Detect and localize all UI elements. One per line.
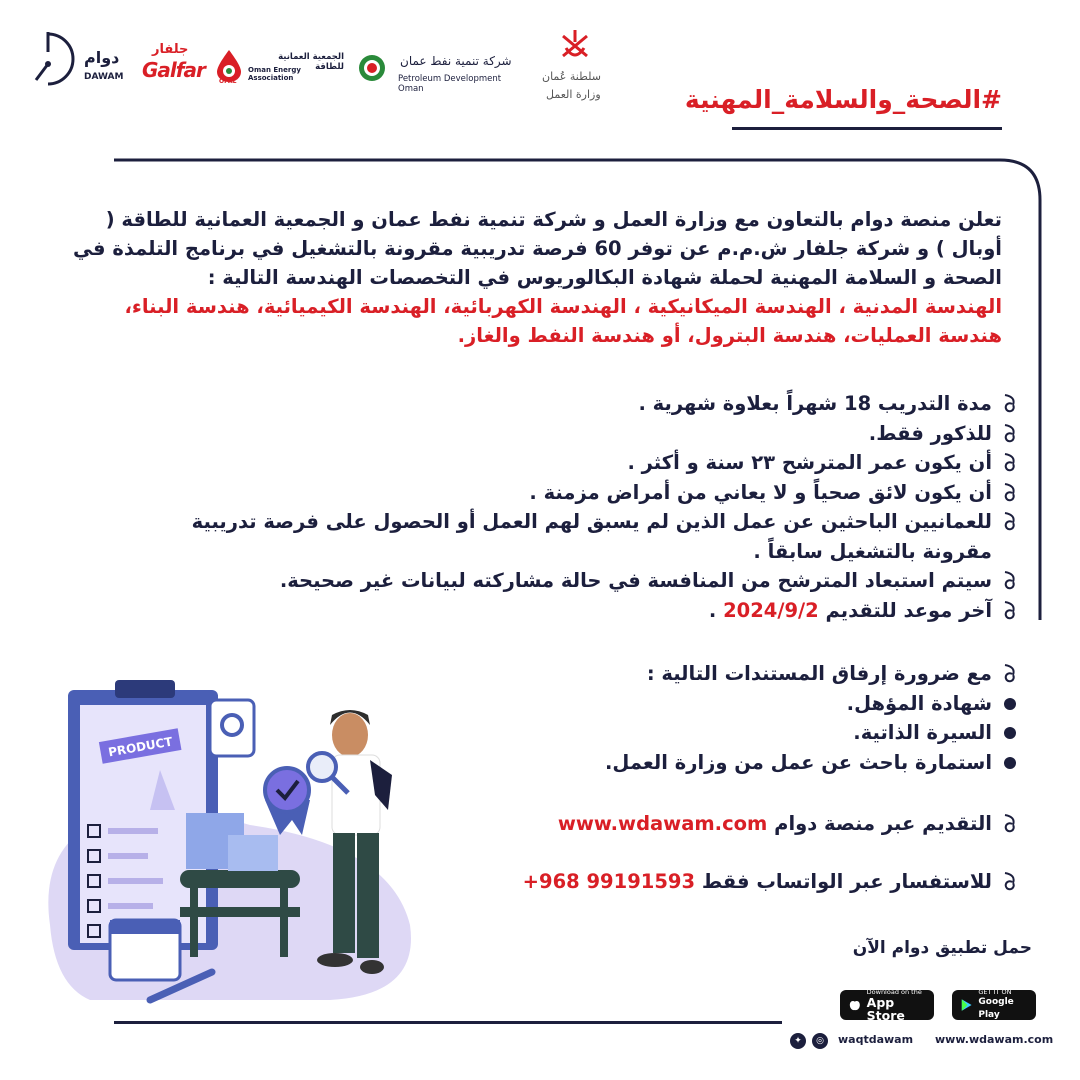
requirement-item: مدة التدريب 18 شهراً بعلاوة شهرية . [100, 389, 1020, 419]
opal-drop-icon [214, 48, 244, 82]
quality-badge-graphic [265, 768, 310, 835]
intro-paragraph [62, 205, 1002, 350]
galfar-logo [142, 42, 212, 92]
google-play-small: GET IT ON [978, 987, 1012, 996]
apply-link[interactable]: www.wdawam.com [557, 812, 768, 835]
bullet-dot [1004, 698, 1016, 710]
dawam-logo-en: DAWAM [84, 72, 124, 82]
google-play-button[interactable] [952, 987, 1036, 1020]
bullet-dot [1004, 727, 1016, 739]
pdo-logo-en: Petroleum Development Oman [398, 74, 502, 94]
download-app-label: حمل تطبيق دوام الآن [852, 938, 1032, 958]
note-icon [1002, 600, 1020, 620]
mol-logo-line1: سلطنة عُمان [542, 70, 601, 83]
mol-logo-line2: وزارة العمل [546, 88, 601, 101]
calendar-graphic [110, 920, 180, 980]
google-play-big: Google Play [978, 996, 1014, 1020]
oman-emblem-icon [558, 28, 592, 64]
apply-label: التقديم عبر منصة دوام [774, 812, 992, 835]
requirement-item: للذكور فقط. [100, 419, 1020, 449]
illustration [30, 675, 430, 1015]
footer-divider [114, 1021, 782, 1024]
pdo-emblem-icon [358, 54, 386, 82]
requirements-list [100, 389, 1020, 625]
requirement-item: أن يكون لائق صحياً و لا يعاني من أمراض مزمنة . [100, 478, 1020, 508]
google-play-icon [961, 997, 972, 1013]
pdo-logo [358, 50, 528, 100]
document-item: السيرة الذاتية. [100, 718, 1020, 748]
note-icon [1002, 423, 1020, 443]
twitter-icon[interactable]: ✦ [790, 1033, 806, 1049]
requirement-item: سيتم استبعاد المترشح من المنافسة في حالة مشاركته لبيانات غير صحيحة. [100, 566, 1020, 596]
app-store-big: App Store [866, 994, 905, 1023]
note-icon [1002, 570, 1020, 590]
note-icon [1002, 871, 1020, 891]
requirement-item: أن يكون عمر المترشح ٢٣ سنة و أكثر . [100, 448, 1020, 478]
apple-icon [849, 997, 861, 1013]
dawam-clock-icon [32, 30, 80, 88]
document-item: استمارة باحث عن عمل من وزارة العمل. [100, 748, 1020, 778]
dawam-logo-ar: دوام [84, 48, 120, 67]
intro-text: تعلن منصة دوام بالتعاون مع وزارة العمل و شركة تنمية نفط عمان و الجمعية العمانية للطاقة ( أوبال ) و شركة جلفار ش.م.م عن توفر 60 فرصة تدريبية مقرونة بالتشغيل في برنامج التلمذة في الصحة و السلامة المهنية لحملة شهادة البكالوريوس في التخصصات الهندسة التالية : [73, 208, 1002, 289]
galfar-logo-en: Galfar [142, 58, 205, 82]
deadline-label: آخر موعد للتقديم [825, 598, 992, 622]
note-icon [1002, 663, 1020, 683]
galfar-logo-ar: جلفار [152, 42, 189, 57]
ministry-of-labour-logo [536, 28, 616, 112]
note-icon [1002, 813, 1020, 833]
document-item: شهادة المؤهل. [100, 689, 1020, 719]
app-store-small: Download on the [866, 987, 922, 996]
app-store-button[interactable] [840, 987, 934, 1023]
note-icon [1002, 452, 1020, 472]
note-icon [1002, 482, 1020, 502]
bullet-dot [1004, 757, 1016, 769]
opal-logo [214, 46, 344, 96]
documents-heading: مع ضرورة إرفاق المستندات التالية : [100, 659, 1020, 689]
requirement-item: للعمانيين الباحثين عن عمل الذين لم يسبق لهم العمل أو الحصول على فرصة تدريبية مقرونة بالتشغيل سابقاً . [100, 507, 1020, 566]
chat-bubble-graphic [210, 700, 254, 756]
social-handle: waqtdawam [838, 1033, 914, 1046]
opal-mark: OPAL [219, 78, 237, 85]
deadline-item: آخر موعد للتقديم 2024/9/2 . [100, 596, 1020, 626]
deadline-date: 2024/9/2 [723, 598, 819, 622]
pdo-logo-ar: شركة تنمية نفط عمان [400, 54, 512, 68]
clipboard-label: PRODUCT [107, 734, 174, 760]
whatsapp-number[interactable]: +968 99191593 [522, 870, 696, 893]
instagram-icon[interactable]: ◎ [812, 1033, 828, 1049]
dawam-logo [30, 30, 130, 110]
opal-logo-ar: الجمعية العمانية للطاقة [278, 52, 344, 72]
partner-logos [30, 28, 620, 114]
note-icon [1002, 393, 1020, 413]
hashtag-underline [732, 127, 1002, 130]
inquiry-label: للاستفسار عبر الواتساب فقط [701, 870, 992, 893]
note-icon [1002, 511, 1020, 531]
specializations-list: الهندسة المدنية ، الهندسة الميكانيكية ، الهندسة الكهربائية، الهندسة الكيميائية، هندسة البناء، هندسة العمليات، هندسة البترول، أو هندسة النفط والغاز. [124, 295, 1002, 347]
footer-website[interactable]: www.wdawam.com [935, 1033, 1054, 1046]
opal-logo-en: Oman Energy Association [248, 66, 301, 82]
hashtag-title: #الصحة_والسلامة_المهنية [684, 85, 1002, 114]
